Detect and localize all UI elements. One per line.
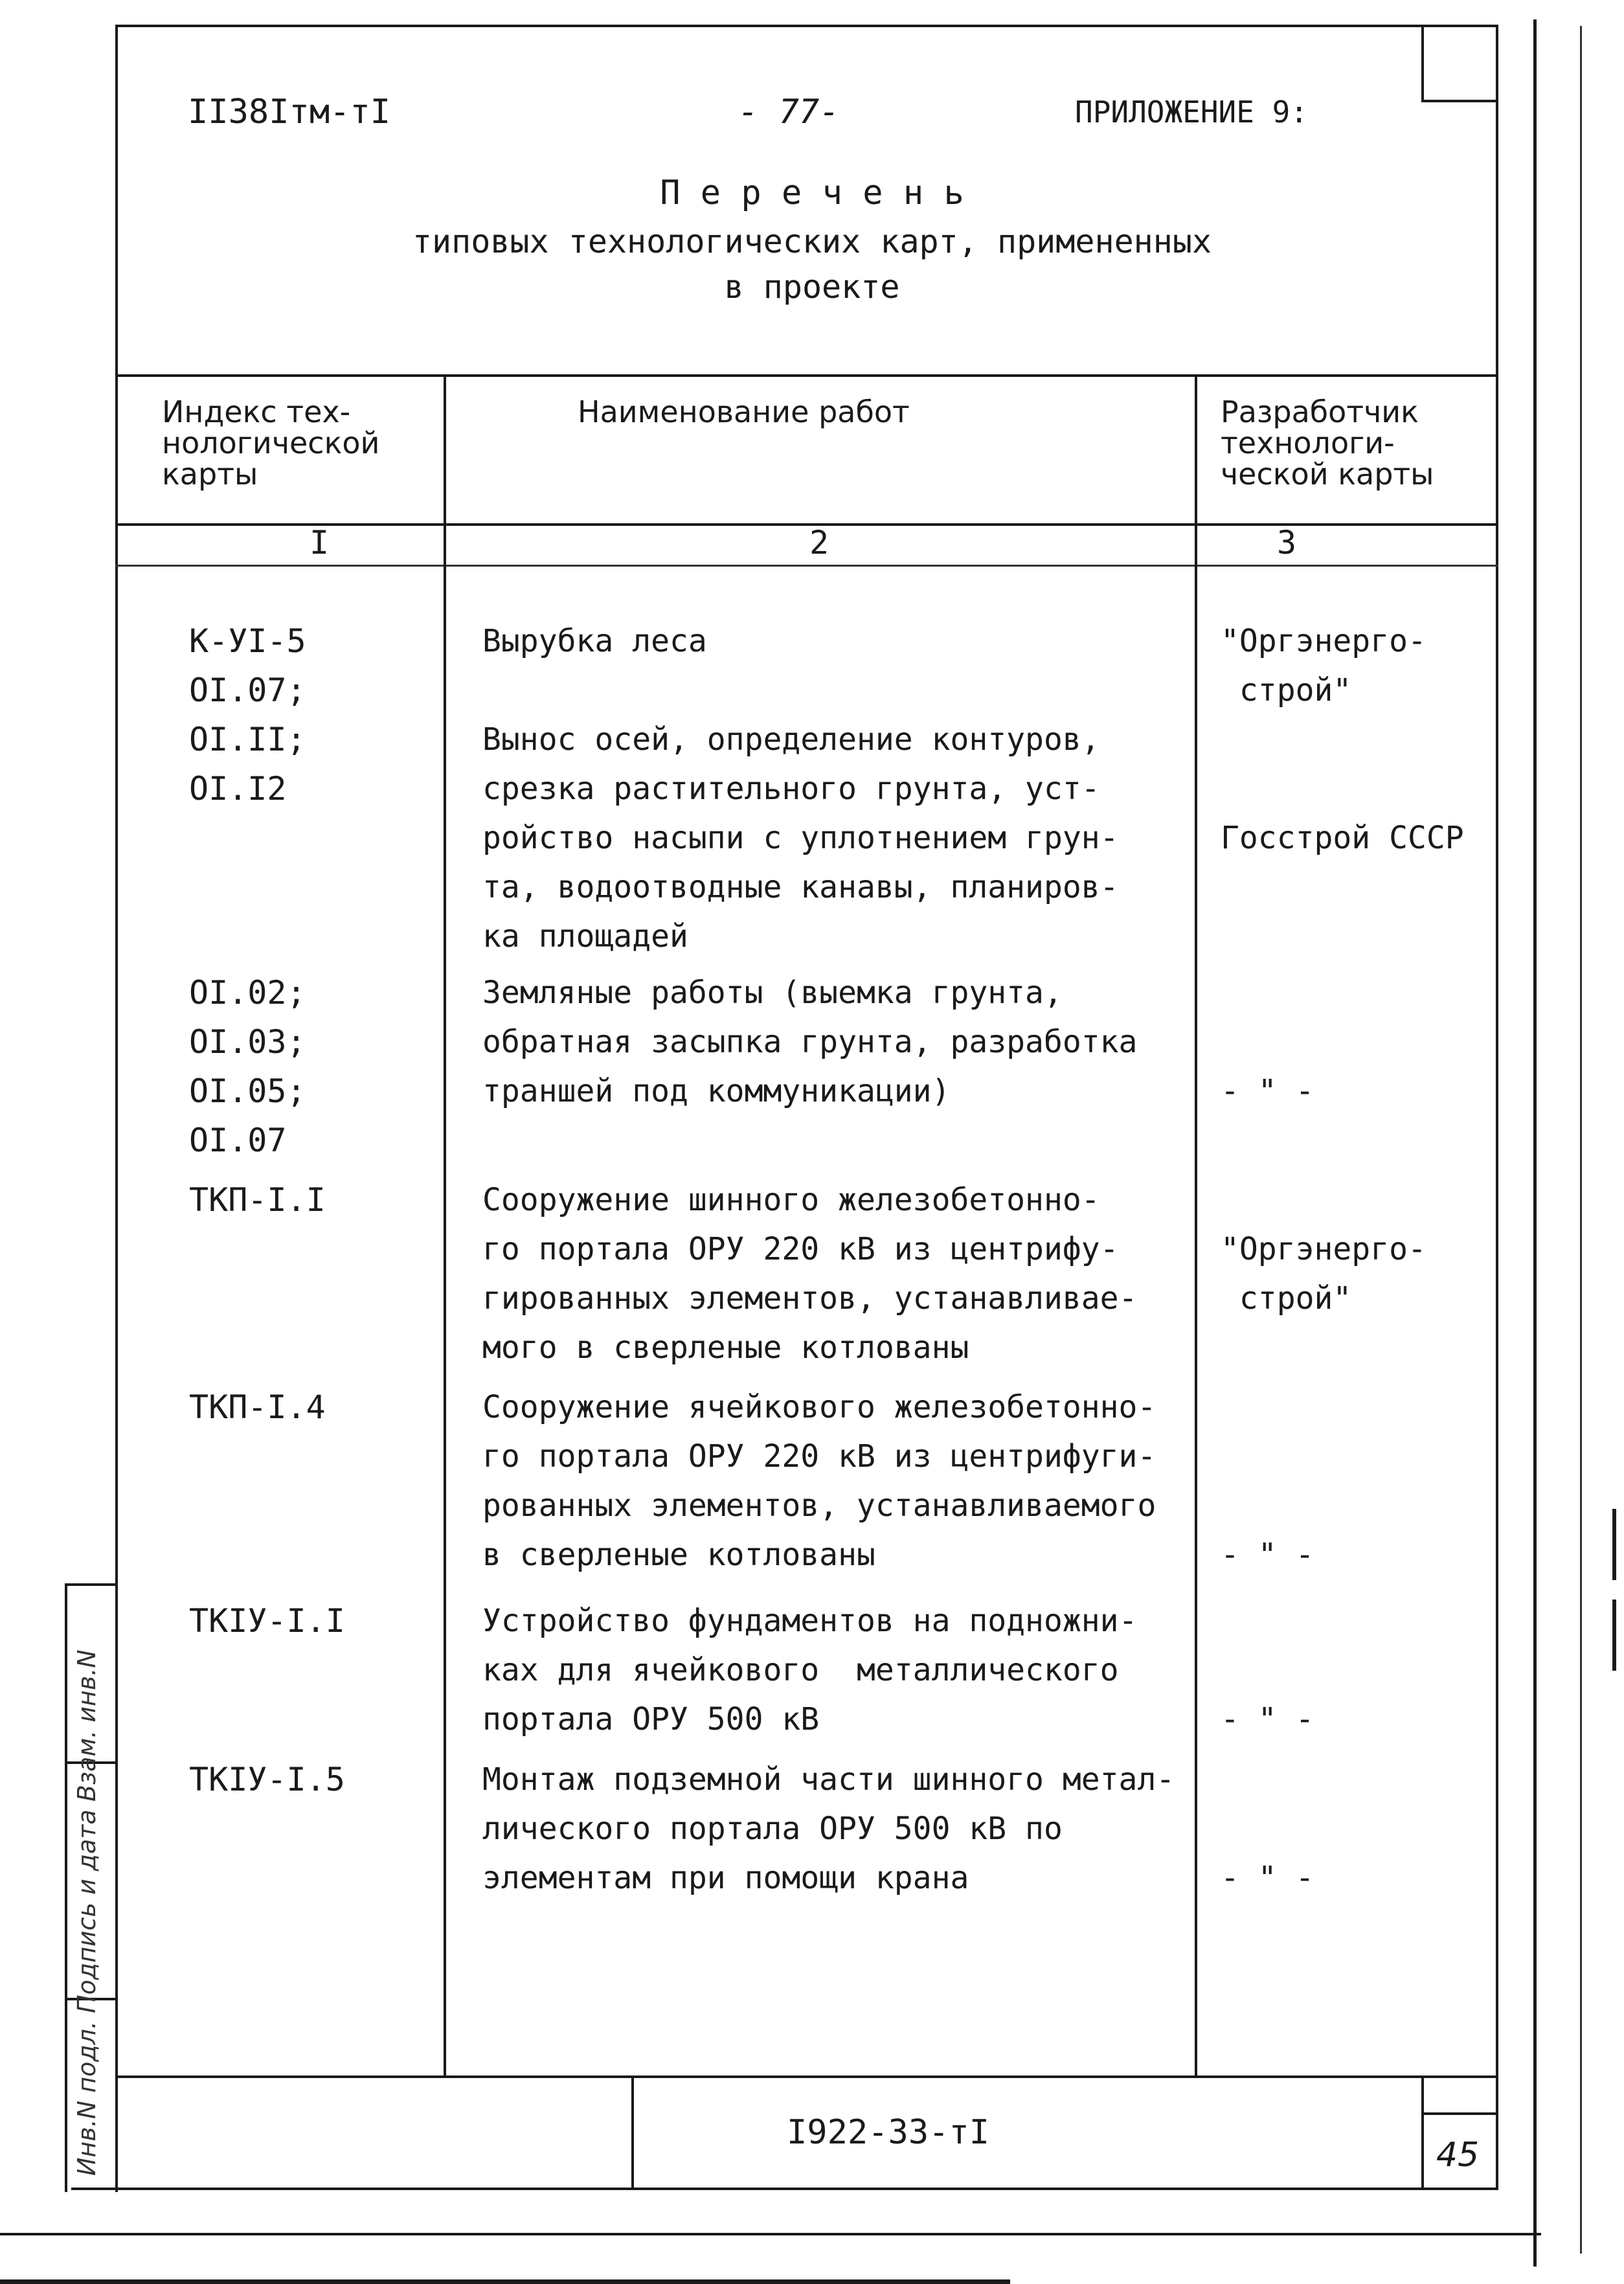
doc-code: II38Iтм-тI <box>188 93 391 131</box>
scan-line-bottom-1 <box>0 2233 1541 2235</box>
title-line-2: типовых технологических карт, примененных <box>412 223 1212 260</box>
margin-stamp-text: Инв.N подл. Подпись и дата Взам. инв.N <box>73 1649 101 2176</box>
row-developer: - " - <box>1221 1537 1314 1573</box>
table-top-line <box>115 374 1498 377</box>
title-line-1: П е р е ч е н ь <box>660 174 964 212</box>
right-edge-mark-2 <box>1612 1600 1616 1671</box>
row-index: ТКП-I.4 <box>189 1388 326 1426</box>
frame-right <box>1496 25 1498 2190</box>
page-number: - 77- <box>738 93 840 131</box>
row-developer: - " - <box>1221 1073 1314 1109</box>
row-work: Монтаж подземной части шинного метал- лического портала ОРУ 500 кВ по элементам при помощи крана <box>482 1761 1175 1896</box>
stamp-divider-right <box>1421 2075 1424 2189</box>
row-index: ТКП-I.I <box>189 1181 326 1219</box>
title-line-3: в проекте <box>724 268 900 306</box>
column-number-1: I <box>310 524 330 561</box>
stamp-sheet-number: 45 <box>1436 2136 1480 2175</box>
right-margin-line-1 <box>1533 19 1537 2267</box>
row-developer: - " - <box>1221 1701 1314 1737</box>
frame-top <box>115 25 1498 27</box>
left-margin-line-1 <box>65 1583 67 2192</box>
row-index: ОI.02; ОI.03; ОI.05; ОI.07 <box>189 974 306 1159</box>
scan-line-bottom-2 <box>0 2279 1010 2284</box>
stamp-doc-number: I922-33-тI <box>787 2113 990 2152</box>
row-work: Земляные работы (выемка грунта, обратная засыпка грунта, разработка траншей под коммуникации) <box>482 975 1138 1109</box>
row-index: К-УI-5 ОI.07; ОI.II; ОI.I2 <box>189 622 306 808</box>
appendix-label: ПРИЛОЖЕНИЕ 9: <box>1075 95 1309 130</box>
row-work: Сооружение ячейкового железобетонно- го портала ОРУ 220 кВ из центрифуги- рованных элементов, устанавливаемого в сверленые котлованы <box>482 1389 1156 1573</box>
row-developer: "Оргэнерго- строй" Госстрой СССР <box>1221 623 1464 856</box>
row-index: ТКIУ-I.5 <box>189 1761 345 1798</box>
row-developer: "Оргэнерго- строй" <box>1221 1231 1427 1317</box>
row-developer: - " - <box>1221 1860 1314 1896</box>
stamp-divider-left <box>631 2075 634 2189</box>
corner-box-bottom <box>1421 100 1498 102</box>
corner-box-left <box>1421 25 1424 102</box>
stamp-top-line <box>115 2075 1498 2078</box>
left-margin-top <box>65 1583 118 1586</box>
stamp-sheet-top-line <box>1421 2112 1498 2115</box>
row-work: Устройство фундаментов на подножни- ках для ячейкового металлического портала ОРУ 500 кВ <box>482 1603 1138 1737</box>
row-work: Сооружение шинного железобетонно- го портала ОРУ 220 кВ из центрифу- гированных элементов, устанавливае- мого в сверленые котлованы <box>482 1182 1138 1366</box>
header-work-name: Наименование работ <box>578 394 910 429</box>
header-developer: Разработчик технологи- ческой карты <box>1221 394 1434 492</box>
column-divider-1 <box>444 374 446 2077</box>
column-divider-2 <box>1195 374 1197 2077</box>
row-index: ТКIУ-I.I <box>189 1602 345 1640</box>
left-margin-line-2 <box>115 1583 118 2192</box>
header-index: Индекс тех- нологической карты <box>162 394 380 492</box>
right-margin-line-2 <box>1580 26 1582 2254</box>
frame-bottom <box>71 2188 1498 2190</box>
row-work: Вырубка леса Вынос осей, определение контуров, срезка растительного грунта, уст- ройство насыпи с уплотнением грун- та, водоотводные канавы, планиров- ка площадей <box>482 623 1119 955</box>
column-number-2: 2 <box>809 524 829 561</box>
right-edge-mark-1 <box>1612 1509 1616 1580</box>
column-number-3: 3 <box>1277 524 1297 561</box>
